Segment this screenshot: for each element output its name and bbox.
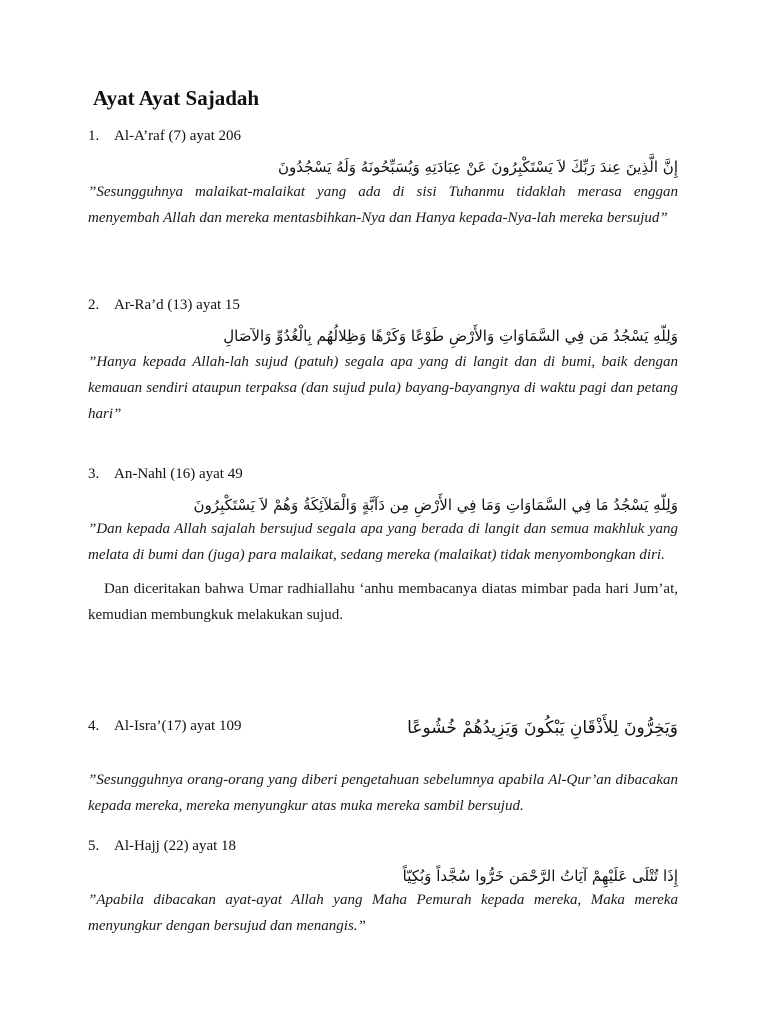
verse-heading (88, 127, 678, 145)
verse-heading (88, 465, 678, 483)
verse-translation: ”Sesungguhnya orang-orang yang diberi pengetahuan sebelumnya apabila Al-Qur’an dibacakan kepada mereka, mereka menyungkur atas muka mereka sambil bersujud. (88, 772, 678, 814)
surah-reference: An-Nahl (16) ayat 49 (114, 466, 243, 482)
verse-heading (88, 296, 678, 314)
arabic-verse-text: وَلِلّهِ يَسْجُدُ مَن فِي السَّمَاوَاتِ وَالأَرْضِ طَوْعًا وَكَرْهًا وَظِلالُهُم بِالْغُدُوِّ وَالآصَالِ (223, 327, 678, 345)
arabic-verse-text: إِنَّ الَّذِينَ عِندَ رَبِّكَ لاَ يَسْتَكْبِرُونَ عَنْ عِبَادَتِهِ وَيُسَبِّحُونَهُ وَلَهُ يَسْجُدُونَ (278, 158, 678, 176)
verse-translation: ”Hanya kepada Allah-lah sujud (patuh) segala apa yang di langit dan di bumi, baik dengan kemauan sendiri ataupun terpaksa (dan sujud pula) bayang-bayangnya di waktu pagi dan petang hari” (88, 354, 678, 422)
verse-translation: ”Apabila dibacakan ayat-ayat Allah yang Maha Pemurah kepada mereka, Maka mereka menyungkur dengan bersujud dan menangis.” (88, 892, 678, 934)
page-title: Ayat Ayat Sajadah (93, 86, 260, 110)
verse-section-1 (88, 127, 678, 231)
surah-reference: Al-Hajj (22) ayat 18 (114, 838, 237, 854)
verse-heading (88, 837, 678, 855)
verse-translation: ”Dan kepada Allah sajalah bersujud segala apa yang berada di langit dan semua makhluk yang melata di bumi dan (juga) para malaikat, sedang mereka (malaikat) tidak menyombongkan diri. (88, 521, 678, 563)
verse-heading-row (88, 717, 678, 747)
surah-reference: Ar-Ra’d (13) ayat 15 (114, 297, 240, 313)
verse-section-2 (88, 296, 678, 427)
arabic-verse-text: إِذَا تُتْلَى عَلَيْهِمْ آيَاتُ الرَّحْمَن خَرُّوا سُجَّداً وَبُكِيّاً (402, 867, 678, 885)
verse-number: 1. (88, 128, 100, 144)
verse-heading (88, 717, 241, 735)
arabic-verse-text: وَلِلّهِ يَسْجُدُ مَا فِي السَّمَاوَاتِ وَمَا فِي الأَرْضِ مِن دَآبَّةٍ وَالْمَلآئِكَةُ وَهُمْ لاَ يَسْتَكْبِرُونَ (193, 496, 678, 514)
verse-number: 2. (88, 297, 100, 313)
surah-reference: Al-Isra’(17) ayat 109 (114, 718, 242, 734)
verse-translation: ”Sesungguhnya malaikat-malaikat yang ada di sisi Tuhanmu tidaklah merasa enggan menyembah Allah dan mereka mentasbihkan-Nya dan Hanya kepada-Nya-lah mereka bersujud” (88, 184, 678, 226)
verse-section-4 (88, 717, 678, 819)
verse-number: 3. (88, 466, 100, 482)
verse-section-3 (88, 465, 678, 628)
verse-section-5 (88, 837, 678, 939)
verse-number: 4. (88, 718, 100, 734)
surah-reference: Al-A’raf (7) ayat 206 (114, 128, 242, 144)
verse-number: 5. (88, 838, 100, 854)
narration-paragraph: Dan diceritakan bahwa Umar radhiallahu ‘anhu membacanya diatas mimbar pada hari Jum’at, kemudian membungkuk melakukan sujud. (88, 581, 678, 623)
arabic-verse-text: وَيَخِرُّونَ لِلأَذْقَانِ يَبْكُونَ وَيَزِيدُهُمْ خُشُوعًا (407, 718, 678, 738)
